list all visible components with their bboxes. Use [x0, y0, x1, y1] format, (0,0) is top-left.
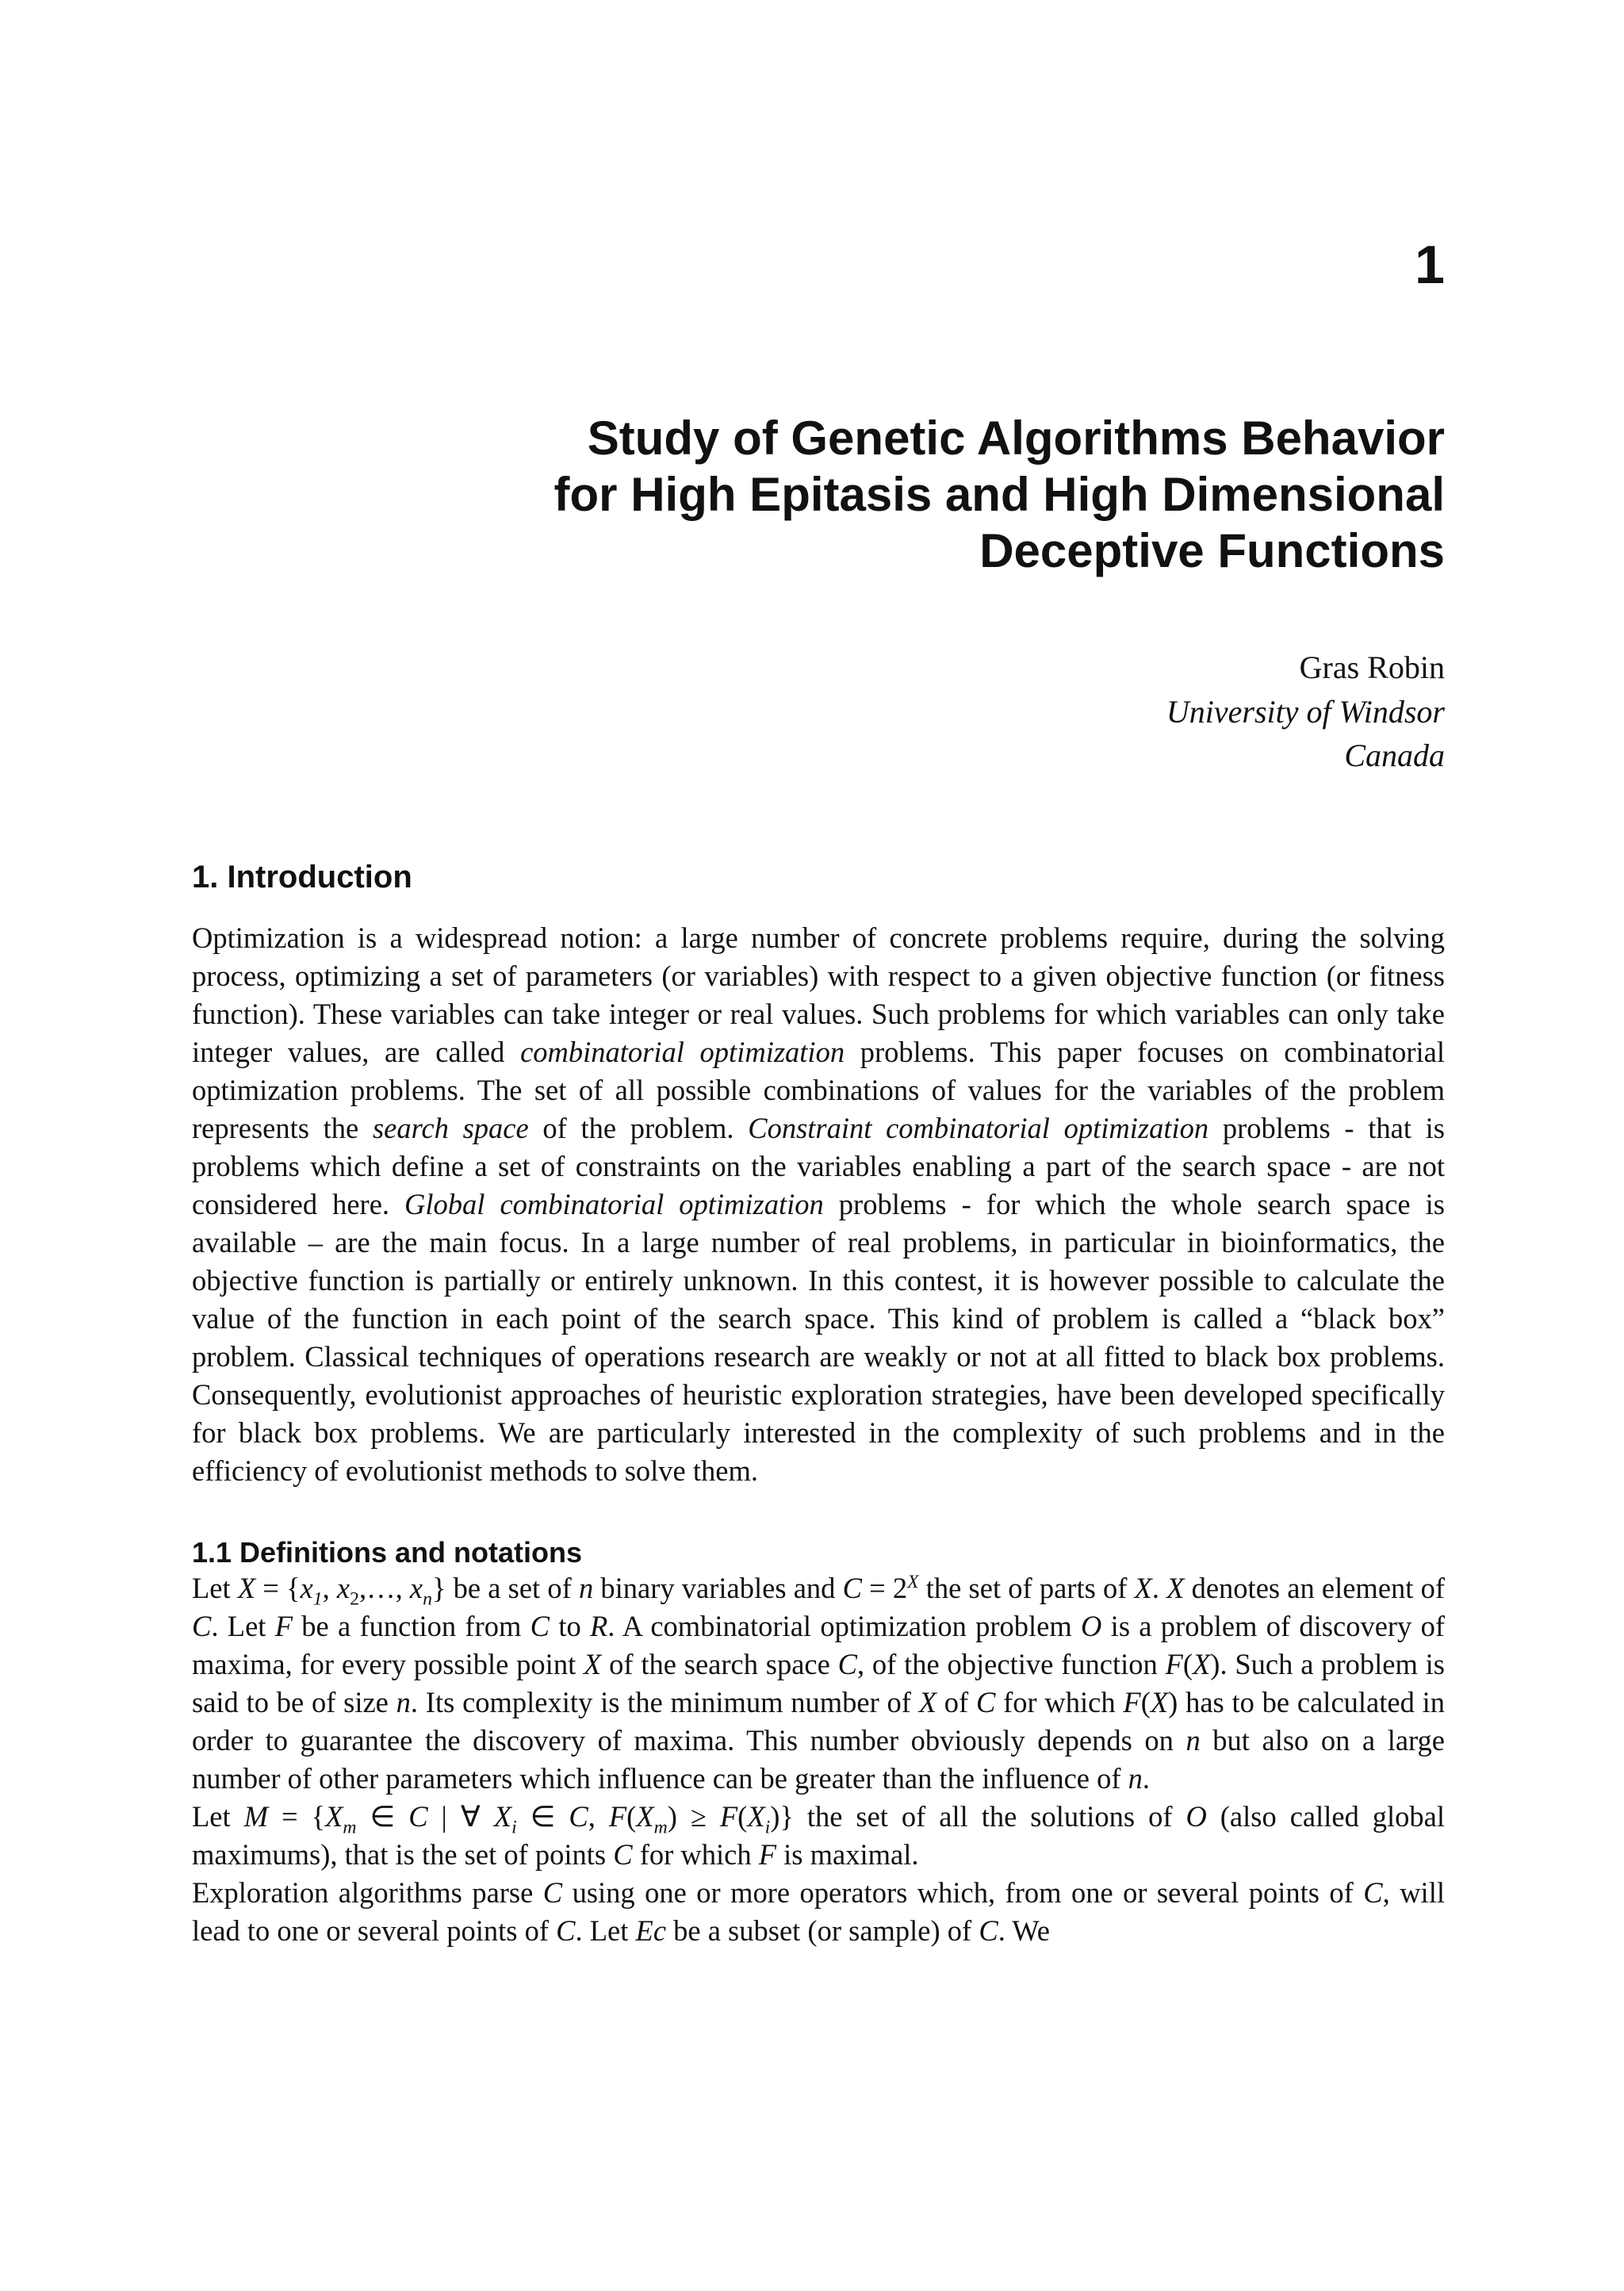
definitions-paragraph-3: Exploration algorithms parse C using one or more operators which, from one or several points of C, will lead to one or several points of C. Let Ec be a subset (or sample) of C. We	[192, 1875, 1445, 1947]
definitions-paragraph-1: Let $X = \{x_1$, $x_2,\dots$, $x_n$} be a set of n binary variables and $C = 2^X$ the set of parts of X. X denotes an element of C. Let F be a function from C to R. A combinatorial optimization problem O is a problem of discovery of maxima, for every possible point X of the search space C, of the objective function F(X). Such a problem is said to be of size n. Its complexity is the minimum number of X of C for which F(X) has to be calculated in order to guarantee the discovery of maxima. This number obviously depends on n but also on a large number of other parameters which influence can be greater than the influence of n.	[192, 1571, 1445, 1795]
title-line-2: for High Epitasis and High Dimensional	[553, 467, 1445, 521]
content	[192, 235, 1446, 1950]
chapter-number: 1	[1415, 235, 1445, 295]
introduction-paragraph: Optimization is a widespread notion: a large number of concrete problems require, during the solving process, optimizing a set of parameters (or variables) with respect to a given objective function (or fitness function). These variables can take integer or real values. Such problems for which variables can only take integer values, are called combinatorial optimization problems. This paper focuses on combinatorial optimization problems. The set of all possible combinations of values for the variables of the problem represents the search space of the problem. Constraint combinatorial optimization problems - that is problems which define a set of constraints on the variables enabling a part of the search space - are not considered here. Global combinatorial optimization problems - for which the whole search space is available – are the main focus. In a large number of real problems, in particular in bioinformatics, the objective function is partially or entirely unknown. In this contest, it is however possible to calculate the value of the function in each point of the search space. This kind of problem is called a “black box” problem. Classical techniques of operations research are weakly or not at all fitted to black box problems. Consequently, evolutionist approaches of heuristic exploration strategies, have been developed specifically for black box problems. We are particularly interested in the complexity of such problems and in the efficiency of evolutionist methods to solve them.	[192, 921, 1445, 1487]
author-block	[192, 646, 1445, 777]
title-line-3: Deceptive Functions	[979, 523, 1445, 577]
definitions-paragraph-2: Let $M = \{X_m$ ∈ C | ∀ $X_i$ ∈ C, $F(X_m) \ge F(X_i)$} the set of all the solutions of O (also called global maximums), that is the set of points C for which F is maximal.	[192, 1799, 1446, 1871]
section-heading-introduction: 1. Introduction	[192, 859, 412, 895]
title-line-1: Study of Genetic Algorithms Behavior	[587, 412, 1445, 465]
author-name: Gras Robin	[1299, 649, 1445, 686]
author-affiliation: University of Windsor	[1166, 693, 1445, 730]
chapter-title	[192, 411, 1445, 579]
subsection-heading-definitions: 1.1 Definitions and notations	[192, 1535, 583, 1569]
author-country: Canada	[1344, 737, 1445, 773]
